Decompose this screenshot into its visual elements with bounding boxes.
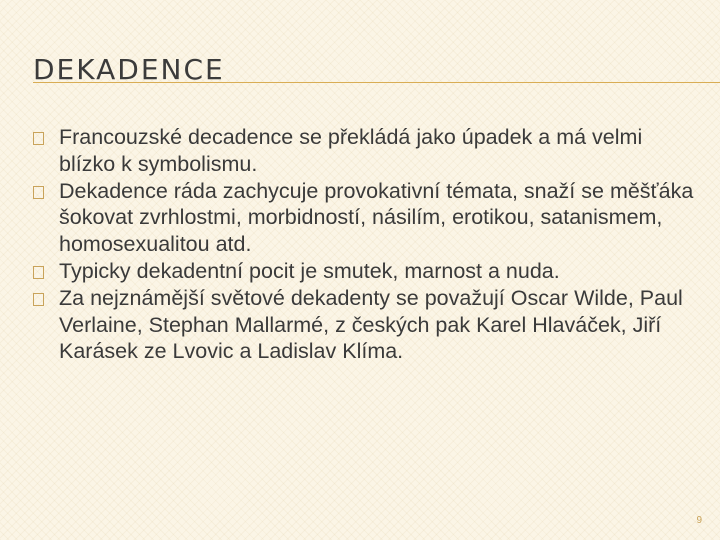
bullet-item: [33, 285, 703, 365]
bullet-text: Za nejznámější světové dekadenty se považují Oscar Wilde, Paul Verlaine, Stephan Mallarmé, z českých pak Karel Hlaváček, Jiří Karásek ze Lvovic a Ladislav Klíma.: [59, 285, 683, 364]
square-bullet-icon: [33, 266, 44, 279]
square-bullet-icon: [33, 132, 44, 145]
square-bullet-icon: [33, 186, 44, 199]
square-bullet-icon: [33, 293, 44, 306]
bullet-item: [33, 124, 703, 178]
title-underline: [33, 82, 720, 83]
bullet-item: [33, 258, 703, 285]
bullet-list: [33, 124, 703, 365]
bullet-text: Francouzské decadence se překládá jako úpadek a má velmi blízko k symbolismu.: [59, 125, 643, 176]
slide-title: DEKADENCE: [33, 53, 225, 86]
bullet-text: Dekadence ráda zachycuje provokativní témata, snaží se měšťáka šokovat zvrhlostmi, morbidností, násilím, erotikou, satanismem, homosexualitou atd.: [59, 178, 694, 257]
bullet-item: [33, 178, 703, 258]
page-number: 9: [696, 515, 702, 526]
bullet-text: Typicky dekadentní pocit je smutek, marnost a nuda.: [59, 258, 560, 283]
